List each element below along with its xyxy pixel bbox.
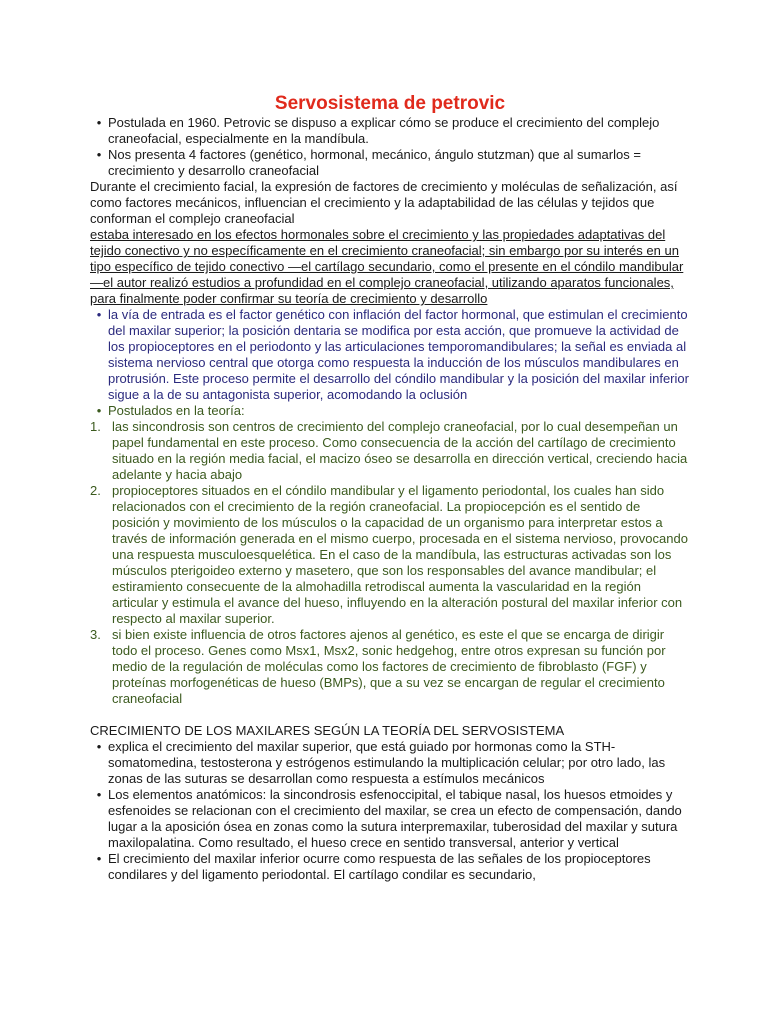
underlined-paragraph: estaba interesado en los efectos hormonales sobre el crecimiento y las propiedades adaptativas del tejido conectivo y no específicamente en el crecimiento craneofacial; sin embargo por su interés en un tipo específico de tejido conectivo —el cartílago secundario, como el presente en el cóndilo mandibular—el autor realizó estudios a profundidad en el complejo craneofacial, utilizando aparatos funcionales, para finalmente poder confirmar su teoría de crecimiento y desarrollo (90, 227, 684, 306)
list-item (90, 739, 690, 787)
numbered-item (90, 419, 690, 483)
numbered-item (90, 483, 690, 627)
item-number: 3. (90, 627, 101, 642)
bullet-marker: • (96, 403, 102, 418)
numbered-item (90, 627, 690, 707)
document-title: Servosistema de petrovic (274, 93, 506, 114)
list-item-text: El crecimiento del maxilar inferior ocurre como respuesta de las señales de los propioceptores condilares y del ligamento periodontal. El cartílago condilar es secundario, (108, 851, 651, 882)
item-number: 2. (90, 483, 101, 498)
list-item (90, 403, 690, 419)
bullet-marker: • (96, 115, 102, 130)
bullet-marker: • (96, 307, 102, 322)
document-page (90, 0, 690, 883)
item-number: 1. (90, 419, 101, 434)
numbered-item-text: las sincondrosis son centros de crecimiento del complejo craneofacial, por lo cual desempeñan un papel fundamental en este proceso. Como consecuencia de la acción del cartílago de crecimiento situado en la región media facial, el macizo óseo se desarrolla en dirección vertical, creciendo hacia adelante y hacia abajo (112, 419, 688, 482)
maxilar-bullet-list (90, 739, 690, 883)
list-item (90, 787, 690, 851)
list-item-text: Nos presenta 4 factores (genético, hormonal, mecánico, ángulo stutzman) que al sumarlos = crecimiento y desarrollo craneofacial (108, 147, 641, 178)
paragraph: Durante el crecimiento facial, la expresión de factores de crecimiento y moléculas de señalización, así como factores mecánicos, influencian el crecimiento y la adaptabilidad de las células y tejidos que conforman el complejo craneofacial (90, 179, 678, 226)
list-item-text: Postulados en la teoría: (108, 403, 245, 418)
list-item-text: Postulada en 1960. Petrovic se dispuso a explicar cómo se produce el crecimiento del complejo craneofacial, especialmente en la mandíbula. (108, 115, 660, 146)
blue-bullet-list (90, 307, 690, 403)
intro-bullet-list (90, 115, 690, 179)
bullet-marker: • (96, 787, 102, 802)
list-item-text: la vía de entrada es el factor genético con inflación del factor hormonal, que estimulan el crecimiento del maxilar superior; la posición dentaria se modifica por esta acción, que promueve la actividad de los propioceptores en el periodonto y las articulaciones temporomandibulares; la señal es enviada al sistema nervioso central que otorga como respuesta la inducción de los músculos mandibulares en protrusión. Este proceso permite el desarrollo del cóndilo mandibular y la posición del maxilar inferior sigue a la de su antagonista superior, acomodando la oclusión (108, 307, 689, 402)
numbered-item-text: si bien existe influencia de otros factores ajenos al genético, es este el que se encarga de dirigir todo el proceso. Genes como Msx1, Msx2, sonic hedgehog, entre otros expresan su función por medio de la regulación de moléculas como los factores de crecimiento de fibroblasto (FGF) y proteínas morfogenéticas de hueso (BMPs), que a su vez se encargan de regular el crecimiento craneofacial (112, 627, 666, 706)
postulates-section (90, 403, 690, 707)
list-item (90, 115, 690, 147)
list-item (90, 851, 690, 883)
bullet-marker: • (96, 147, 102, 162)
list-item (90, 307, 690, 403)
section-heading: CRECIMIENTO DE LOS MAXILARES SEGÚN LA TEORÍA DEL SERVOSISTEMA (90, 723, 565, 738)
spacer (90, 707, 690, 723)
numbered-item-text: propioceptores situados en el cóndilo mandibular y el ligamento periodontal, los cuales han sido relacionados con el crecimiento de la región craneofacial. La propiocepción es el sentido de posición y movimiento de los músculos o la capacidad de un organismo para interpretar estos a través de información generada en el mismo cuerpo, procesada en el sistema nervioso, provocando una respuesta musculoesquelética. En el caso de la mandíbula, las estructuras activadas son los músculos pterigoideo externo y masetero, que son los responsables del avance mandibular; el estiramiento consecuente de la almohadilla retrodiscal aumenta la vascularidad en la región articular y estimula el avance del hueso, influyendo en la alteración postural del maxilar inferior con respecto al maxilar superior. (112, 483, 688, 626)
bullet-marker: • (96, 739, 102, 754)
bullet-marker: • (96, 851, 102, 866)
list-item (90, 147, 690, 179)
list-item-text: Los elementos anatómicos: la sincondrosis esfenoccipital, el tabique nasal, los huesos etmoides y esfenoides se relacionan con el crecimiento del maxilar, se crea un efecto de compensación, dando lugar a la aposición ósea en zonas como la sutura interpremaxilar, tuberosidad del maxilar y sutura maxilopalatina. Como resultado, el hueso crece en sentido transversal, anterior y vertical (108, 787, 682, 850)
list-item-text: explica el crecimiento del maxilar superior, que está guiado por hormonas como la STH-somatomedina, testosterona y estrógenos estimulando la multiplicación celular; por otro lado, las zonas de las suturas se desarrollan como respuesta a estímulos mecánicos (108, 739, 666, 786)
